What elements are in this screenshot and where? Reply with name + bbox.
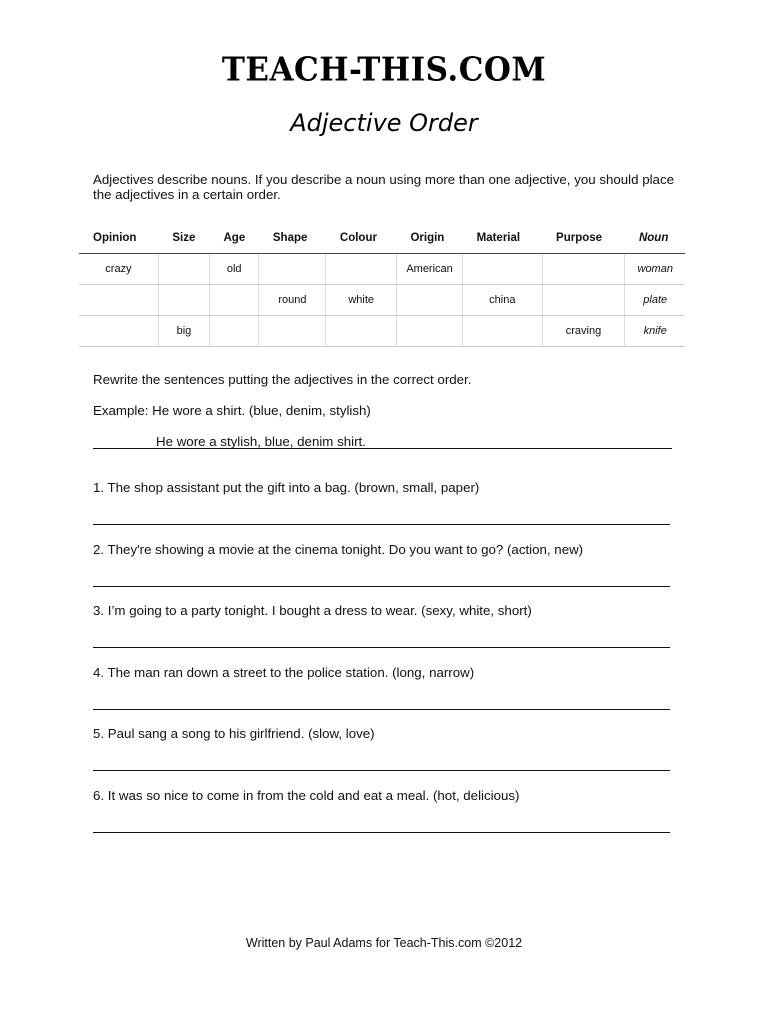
table-cell: American xyxy=(396,254,462,285)
page-title: Adjective Order xyxy=(290,109,478,137)
column-header: Age xyxy=(210,222,259,254)
table-cell-noun: plate xyxy=(625,285,685,316)
table-cell: china xyxy=(463,285,542,316)
table-row xyxy=(79,285,685,316)
table-cell: old xyxy=(210,254,259,285)
table-cell: white xyxy=(326,285,397,316)
table-cell xyxy=(326,254,397,285)
table-cell xyxy=(463,254,542,285)
table-cell: big xyxy=(158,316,209,347)
question-1: 1. The shop assistant put the gift into a bag. (brown, small, paper) xyxy=(93,480,480,495)
table-cell-noun: knife xyxy=(625,316,685,347)
table-cell xyxy=(210,316,259,347)
site-logo-text: TEACH-THIS.COM xyxy=(221,51,547,89)
question-5: 5. Paul sang a song to his girlfriend. (slow, love) xyxy=(93,726,375,741)
adjective-order-table xyxy=(79,222,685,347)
column-header: Opinion xyxy=(79,222,158,254)
table-cell: round xyxy=(259,285,326,316)
table-cell: craving xyxy=(542,316,625,347)
column-header-noun: Noun xyxy=(625,222,685,254)
table-cell xyxy=(542,254,625,285)
question-6: 6. It was so nice to come in from the cold and eat a meal. (hot, delicious) xyxy=(93,788,520,803)
footer-credit: Written by Paul Adams for Teach-This.com ©2012 xyxy=(245,936,523,950)
table-header-row xyxy=(79,222,685,254)
question-2: 2. They're showing a movie at the cinema tonight. Do you want to go? (action, new) xyxy=(93,542,584,557)
column-header: Size xyxy=(158,222,209,254)
table-cell: crazy xyxy=(79,254,158,285)
table-cell xyxy=(259,316,326,347)
example-prompt: Example: He wore a shirt. (blue, denim, stylish) xyxy=(93,403,371,418)
table-cell xyxy=(463,316,542,347)
instructions-text: Rewrite the sentences putting the adjectives in the correct order. xyxy=(93,372,472,387)
answer-line-4[interactable] xyxy=(93,709,670,710)
table-cell xyxy=(396,316,462,347)
table-cell xyxy=(79,316,158,347)
column-header: Purpose xyxy=(542,222,625,254)
table-cell xyxy=(158,285,209,316)
answer-line-3[interactable] xyxy=(93,647,670,648)
intro-paragraph: Adjectives describe nouns. If you describe a noun using more than one adjective, you should place the adjectives in a certain order. xyxy=(93,172,674,202)
table-cell xyxy=(210,285,259,316)
column-header: Colour xyxy=(326,222,397,254)
column-header: Shape xyxy=(259,222,326,254)
answer-line-1[interactable] xyxy=(93,524,670,525)
question-4: 4. The man ran down a street to the police station. (long, narrow) xyxy=(93,665,475,680)
table-cell xyxy=(79,285,158,316)
table-cell xyxy=(158,254,209,285)
answer-line-6[interactable] xyxy=(93,832,670,833)
answer-line-2[interactable] xyxy=(93,586,670,587)
column-header: Material xyxy=(463,222,542,254)
table-cell-noun: woman xyxy=(625,254,685,285)
answer-line-5[interactable] xyxy=(93,770,670,771)
table-row xyxy=(79,316,685,347)
table-cell xyxy=(542,285,625,316)
example-answer-line xyxy=(93,448,672,449)
table-cell xyxy=(326,316,397,347)
example-answer: He wore a stylish, blue, denim shirt. xyxy=(156,434,366,449)
column-header: Origin xyxy=(396,222,462,254)
question-3: 3. I’m going to a party tonight. I bought a dress to wear. (sexy, white, short) xyxy=(93,603,532,618)
table-cell xyxy=(396,285,462,316)
table-row xyxy=(79,254,685,285)
table-cell xyxy=(259,254,326,285)
